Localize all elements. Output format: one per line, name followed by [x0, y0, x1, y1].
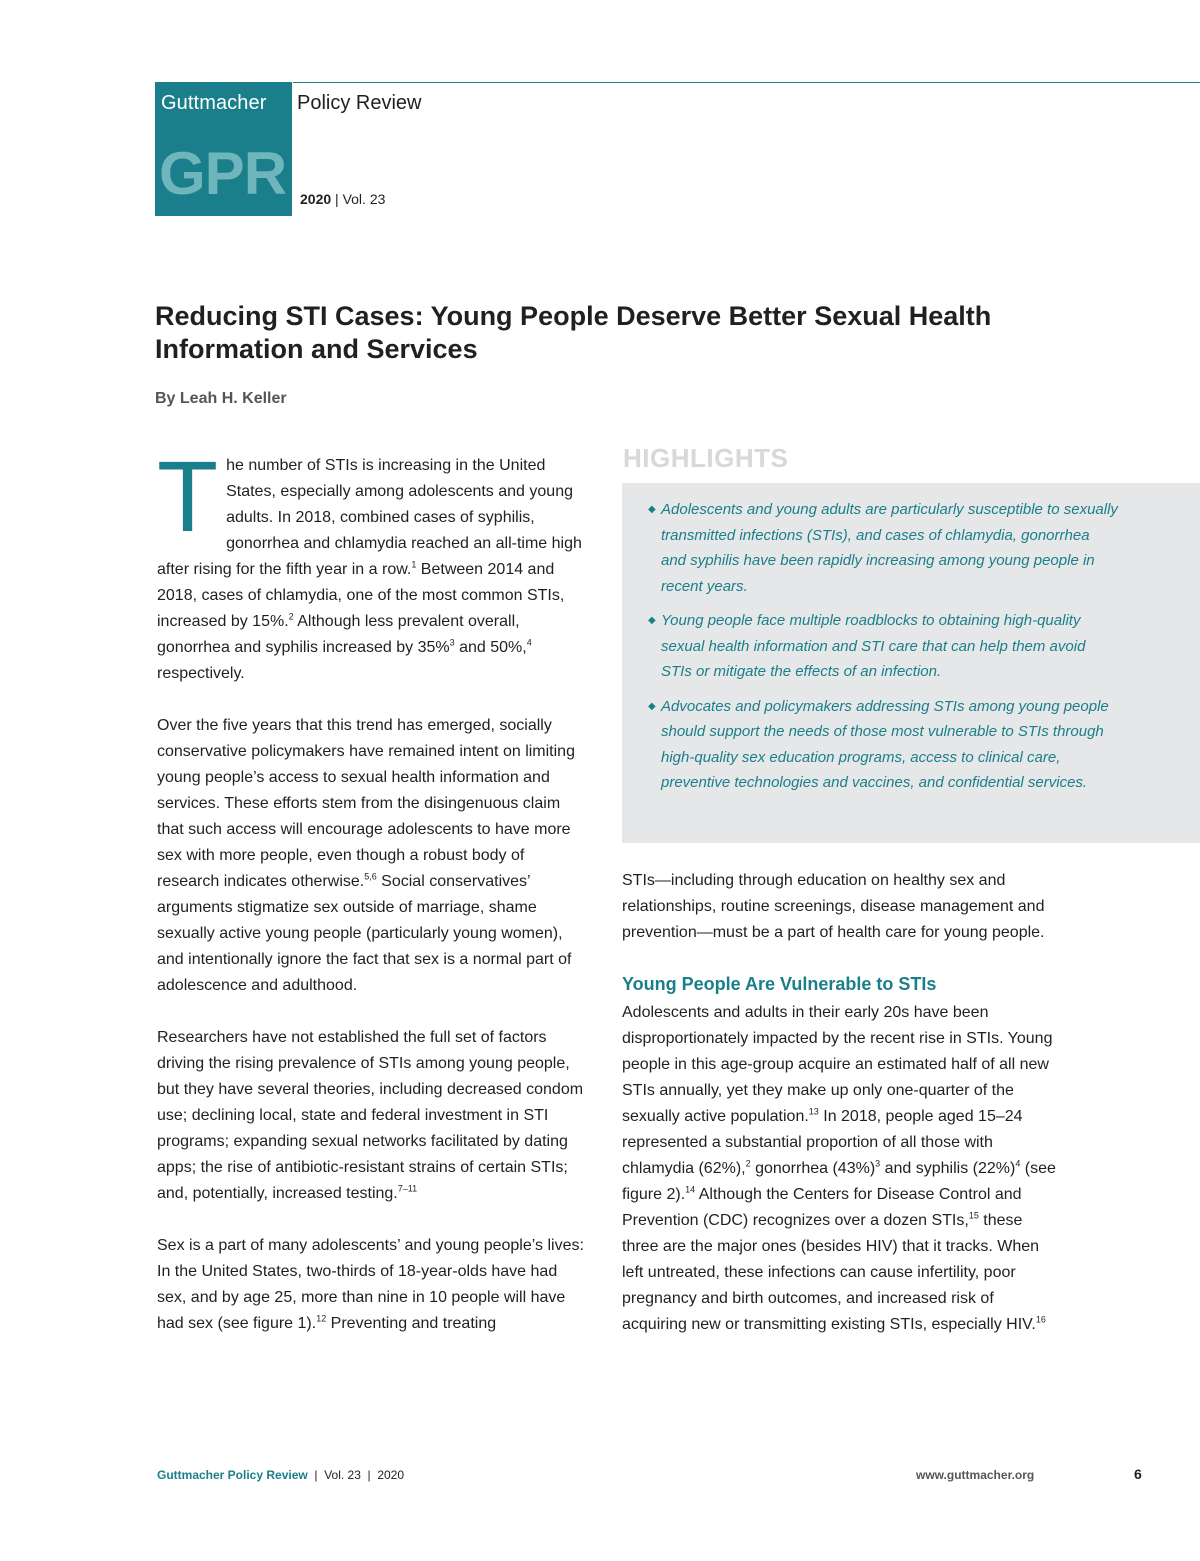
masthead-logo-box	[155, 82, 292, 216]
footer-meta: | Vol. 23 | 2020	[307, 1468, 405, 1482]
issue-volume: | Vol. 23	[331, 191, 386, 207]
paragraph-researchers: Researchers have not established the full set of factors driving the rising prevalence of STIs among young people, but they have several theories, including decreased condom use; declining local, state and federal investment in STI programs; expanding sexual networks facilitated by dating apps; the rise of antibiotic-resistant strains of certain STIs; and, potentially, increased testing.$^{7-11}$	[157, 1029, 584, 1202]
diamond-bullet-icon: ◆	[648, 504, 656, 515]
paragraph-sex-part-of-life: Sex is a part of many adolescents’ and young people’s lives: In the United States, two-thirds of 18-year-olds have had sex, and by age 25, more than nine in 10 people will have had sex (see figure 1).$^{12}$ Preventing and treating	[157, 1237, 584, 1332]
diamond-bullet-icon: ◆	[648, 700, 656, 712]
highlight-item: ◆ Young people face multiple roadblocks to obtaining high-quality sexual health information and STI care that can help them avoid STIs or mitigate the effects of an infection.	[648, 608, 1118, 685]
paragraph-intro: The number of STIs is increasing in the United States, especially among adolescents and young adults. In 2018, combined cases of syphilis, gonorrhea and chlamydia reached an all-time high after rising for the fifth year in a row.$^1$ Between 2014 and 2018, cases of chlamydia, one of the most common STIs, increased by 15%.$^2$ Although less prevalent overall, gonorrhea and syphilis increased by 35%$^3$ and 50%,$^4$ respectively.	[157, 441, 582, 682]
masthead-rule	[293, 82, 1200, 83]
paragraph-continued: STIs—including through education on healthy sex and relationships, routine screenings, disease management and prevention—must be a part of health care for young people.	[622, 872, 1045, 941]
issue-year: 2020	[300, 191, 332, 207]
paragraph-policymakers: Over the five years that this trend has emerged, socially conservative policymakers have remained intent on limiting young people’s access to sexual health information and services. These efforts stem from the disingenuous claim that such access will encourage adolescents to have more sex with more people, even though a robust body of research indicates otherwise.$^{5,6}$ Social conservatives’ arguments stigmatize sex outside of marriage, shame sexually active young people (particularly young women), and intentionally ignore the fact that sex is a normal part of adolescence and adulthood.	[157, 717, 575, 994]
highlights-list	[648, 497, 1118, 805]
footer-citation	[157, 1468, 404, 1482]
gpr-logo: GPR	[159, 140, 287, 207]
right-column	[622, 868, 1062, 1364]
footer-url[interactable]: www.guttmacher.org	[916, 1468, 1035, 1482]
paragraph-vulnerable: Adolescents and adults in their early 20s have been disproportionately impacted by the recent rise in STIs. Young people in this age-group acquire an estimated half of all new STIs annually, yet they make up only one-quarter of the sexually active population.$^{13}$ In 2018, people aged 15–24 represented a substantial proportion of all those with chlamydia (62%),$^2$ gonorrhea $(43\%)^3$ and syphilis $(22\%)^4$ (see figure 2).$^{14}$ Although the Centers for Disease Control and Prevention (CDC) recognizes over a dozen STIs,$^{15}$ these three are the major ones (besides HIV) that it tracks. When left untreated, these infections can cause infertility, poor pregnancy and birth outcomes, and increased risk of acquiring new or transmitting existing STIs, especially HIV.$^{16}$	[622, 1004, 1056, 1333]
highlight-item: ◆ Adolescents and young adults are particularly susceptible to sexually transmitted infections (STIs), and cases of chlamydia, gonorrhea and syphilis have been rapidly increasing among young people in recent years.	[648, 497, 1118, 599]
highlights-title: HIGHLIGHTS	[623, 443, 789, 473]
section-heading: Young People Are Vulnerable to STIs	[622, 974, 937, 994]
left-column	[157, 441, 587, 1363]
page-number: 6	[1134, 1466, 1142, 1482]
brand-name: Guttmacher	[161, 92, 267, 114]
highlight-item: ◆ Advocates and policymakers addressing STIs among young people should support the needs of those most vulnerable to STIs through high-quality sex education programs, access to clinical care, preventive technologies and vaccines, and confidential services.	[648, 694, 1118, 796]
drop-cap: T	[157, 441, 219, 553]
publication-name: Policy Review	[297, 92, 422, 114]
footer-publication: Guttmacher Policy Review	[157, 1468, 308, 1482]
article-title: Reducing STI Cases: Young People Deserve Better Sexual Health Information and Services	[155, 301, 992, 364]
byline: By Leah H. Keller	[155, 390, 287, 407]
issue-info	[300, 191, 385, 207]
diamond-bullet-icon: ◆	[648, 615, 656, 626]
